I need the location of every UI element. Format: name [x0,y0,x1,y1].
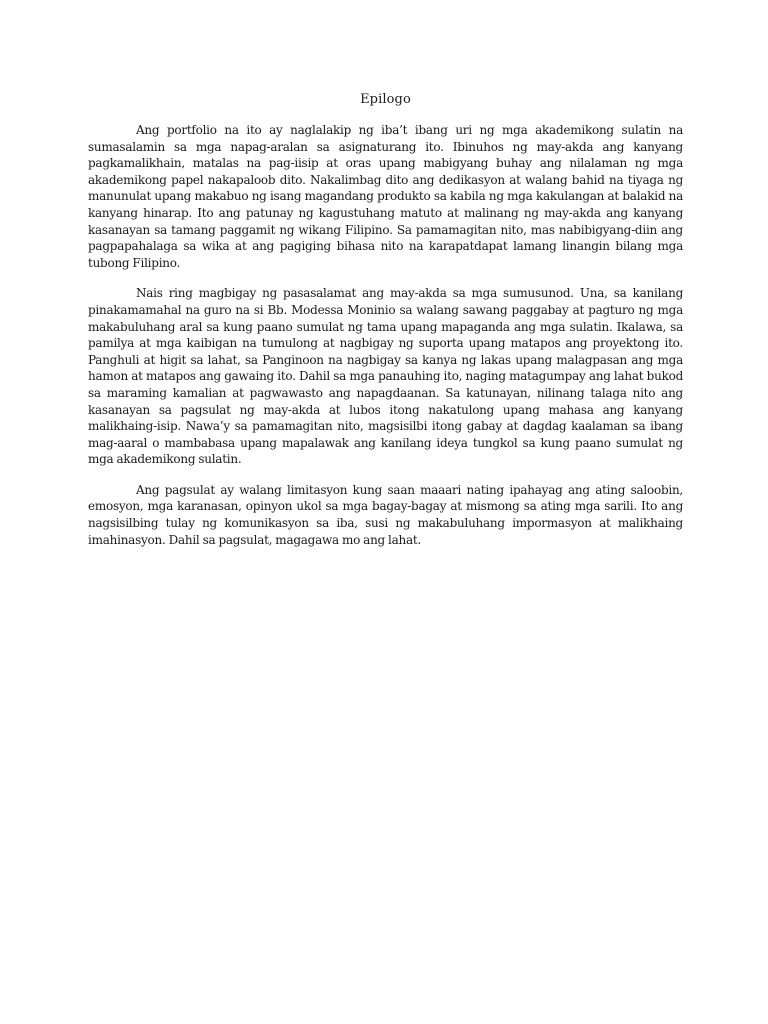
paragraph-closing: Ang pagsulat ay walang limitasyon kung saan maaari nating ipahayag ang ating saloobin, emosyon, mga karanasan, opinyon ukol sa mga bagay-bagay at mismong sa ating mga sarili. Ito ang nagsisilbing tulay ng komunikasyon sa iba, susi ng makabuluhang impormasyon at malikhaing imahinasyon. Dahil sa pagsulat, magagawa mo ang lahat. [88,482,683,547]
paragraph-acknowledgement: Nais ring magbigay ng pasasalamat ang may-akda sa mga sumusunod. Una, sa kanilang pinakamamahal na guro na si Bb. Modessa Moninio sa walang sawang paggabay at pagturo ng mga makabuluhang aral sa kung paano sumulat ng tama upang mapaganda ang mga sulatin. Ikalawa, sa pamilya at mga kaibigan na tumulong at nagbigay ng suporta upang matapos ang proyektong ito. Panghuli at higit sa lahat, sa Panginoon na nagbigay sa kanya ng lakas upang malagpasan ang mga hamon at matapos ang gawaing ito. Dahil sa mga panauhing ito, naging matagumpay ang lahat bukod sa maraming kamalian at pagwawasto ang napagdaanan. Sa katunayan, nilinang talaga nito ang kasanayan sa pagsulat ng may-akda at lubos itong nakatulong upang mahasa ang kanyang malikhaing-isip. Nawa’y sa pamamagitan nito, magsisilbi itong gabay at dagdag kaalaman sa ibang mag-aaral o mambabasa upang mapalawak ang kanilang ideya tungkol sa kung paano sumulat ng mga akademikong sulatin. [88,286,683,467]
paragraph-intro: Ang portfolio na ito ay naglalakip ng iba’t ibang uri ng mga akademikong sulatin na sumasalamin sa mga napag-aralan sa asignaturang ito. Ibinuhos ng may-akda ang kanyang pagkamalikhain, matalas na pag-iisip at oras upang mabigyang buhay ang nilalaman ng mga akademikong papel nakapaloob dito. Nakalimbag dito ang dedikasyon at walang bahid na tiyaga ng manunulat upang makabuo ng isang magandang produkto sa kabila ng mga kakulangan at balakid na kanyang hinarap. Ito ang patunay ng kagustuhang matuto at malinang ng may-akda ang kanyang kasanayan sa tamang paggamit ng wikang Filipino. Sa pamamagitan nito, mas nabibigyang-diin ang pagpapahalaga sa wika at ang pagiging bihasa nito na karapatdapat lamang linangin bilang mga tubong Filipino. [88,123,683,270]
document-title: Epilogo [360,92,411,107]
